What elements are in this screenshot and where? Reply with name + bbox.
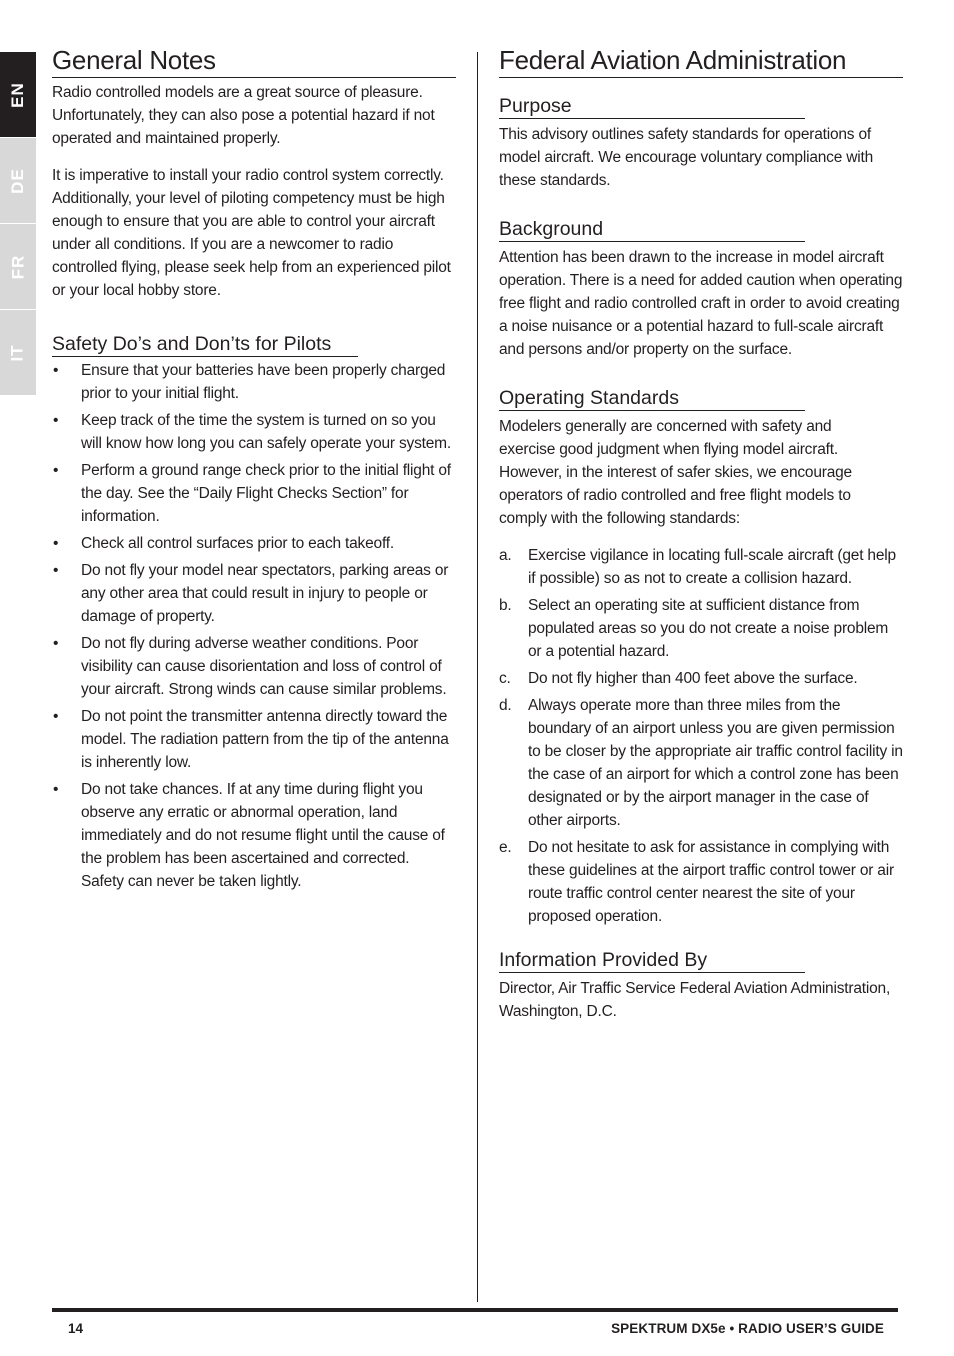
- bullet-dot: •: [53, 535, 59, 552]
- purpose-title: Purpose: [499, 94, 805, 119]
- list-item: e. Do not hesitate to ask for assistance in complying with these guidelines at the airport traffic control tower or air route traffic control center nearest the site of your proposed operation.: [499, 839, 894, 925]
- general-notes-title: General Notes: [52, 44, 456, 78]
- list-item: • Do not fly your model near spectators, parking areas or any other area that could result in injury to people or damage of property.: [52, 559, 456, 628]
- info-title: Information Provided By: [499, 948, 805, 973]
- lang-tab-fr[interactable]: [0, 224, 36, 310]
- background-text: Attention has been drawn to the increase in model aircraft operation. There is a need for added caution when operating free flight and radio controlled craft in order to avoid creating a noise nuisance or a potential hazard to full-scale aircraft and persons and/or property on the surface.: [499, 249, 903, 358]
- lang-tab-label: DE: [8, 167, 27, 194]
- bullet-dot: •: [53, 781, 59, 798]
- bullet-dot: •: [53, 562, 59, 579]
- list-item: • Perform a ground range check prior to the initial flight of the day. See the “Daily Flight Checks Section” for information.: [52, 459, 456, 528]
- safety-list: [52, 359, 456, 893]
- standards-title: Operating Standards: [499, 386, 805, 411]
- list-item: • Ensure that your batteries have been properly charged prior to your initial flight.: [52, 359, 456, 405]
- lang-tab-label: IT: [7, 343, 27, 362]
- standards-text: Modelers generally are concerned with safety and exercise good judgment when flying model aircraft. However, in the interest of safer skies, we encourage operators of radio controlled and free flight models to comply with the following standards:: [499, 418, 852, 527]
- lang-tab-label: FR: [7, 254, 27, 279]
- general-notes-column: [52, 44, 456, 897]
- bullet-dot: •: [53, 462, 59, 479]
- page-number: 14: [68, 1321, 84, 1336]
- faa-title: Federal Aviation Administration: [499, 44, 903, 78]
- faa-column: [499, 44, 903, 1023]
- bullet-dot: •: [53, 708, 59, 725]
- language-tabs: [0, 52, 36, 396]
- bullet-dot: •: [53, 412, 59, 429]
- list-item: b. Select an operating site at sufficient distance from populated areas so you do not create a noise problem or a potential hazard.: [499, 597, 889, 660]
- list-item: • Keep track of the time the system is turned on so you will know how long you can safely operate your system.: [52, 409, 456, 455]
- list-item: • Do not fly during adverse weather conditions. Poor visibility can cause disorientation and loss of control of your aircraft. Strong winds can cause similar problems.: [52, 632, 456, 701]
- list-item: a. Exercise vigilance in locating full-scale aircraft (get help if possible) so as not to create a collision hazard.: [499, 547, 896, 587]
- lang-tab-it[interactable]: [0, 310, 36, 396]
- lang-tab-label: EN: [8, 81, 27, 108]
- general-notes-paragraph: It is imperative to install your radio control system correctly. Additionally, your level of piloting competency must be high enough to ensure that you are able to control your aircraft under all conditions. If you are a newcomer to radio controlled flying, please seek help from an experienced pilot or your local hobby store.: [52, 167, 451, 299]
- list-item: • Check all control surfaces prior to each takeoff.: [52, 532, 456, 555]
- guide-title: SPEKTRUM DX5e • RADIO USER’S GUIDE: [611, 1321, 884, 1336]
- purpose-text: This advisory outlines safety standards for operations of model aircraft. We encourage voluntary compliance with these standards.: [499, 126, 874, 189]
- list-item: c. Do not fly higher than 400 feet above the surface.: [499, 670, 858, 687]
- background-title: Background: [499, 217, 805, 242]
- footer-rule: [52, 1308, 898, 1312]
- general-notes-paragraph: Radio controlled models are a great source of pleasure. Unfortunately, they can also pose a potential hazard if not operated and maintained properly.: [52, 84, 435, 147]
- bullet-dot: •: [53, 362, 59, 379]
- list-item: • Do not take chances. If at any time during flight you observe any erratic or abnormal operation, land immediately and do not resume flight until the cause of the problem has been ascertained and corrected. Safety can never be taken lightly.: [52, 778, 456, 893]
- info-text: Director, Air Traffic Service Federal Aviation Administration, Washington, D.C.: [499, 980, 891, 1020]
- list-item: • Do not point the transmitter antenna directly toward the model. The radiation pattern from the tip of the antenna is inherently low.: [52, 705, 456, 774]
- standards-list: [499, 544, 903, 928]
- safety-title: Safety Do’s and Don’ts for Pilots: [52, 332, 358, 357]
- list-item: d. Always operate more than three miles from the boundary of an airport unless you are given permission to be closer by the appropriate air traffic control facility in the case of an airport for which a control zone has been designated or by the airport manager in the case of other airports.: [499, 697, 903, 829]
- column-divider: [477, 52, 478, 1302]
- lang-tab-en[interactable]: [0, 52, 36, 138]
- bullet-dot: •: [53, 635, 59, 652]
- lang-tab-de[interactable]: [0, 138, 36, 224]
